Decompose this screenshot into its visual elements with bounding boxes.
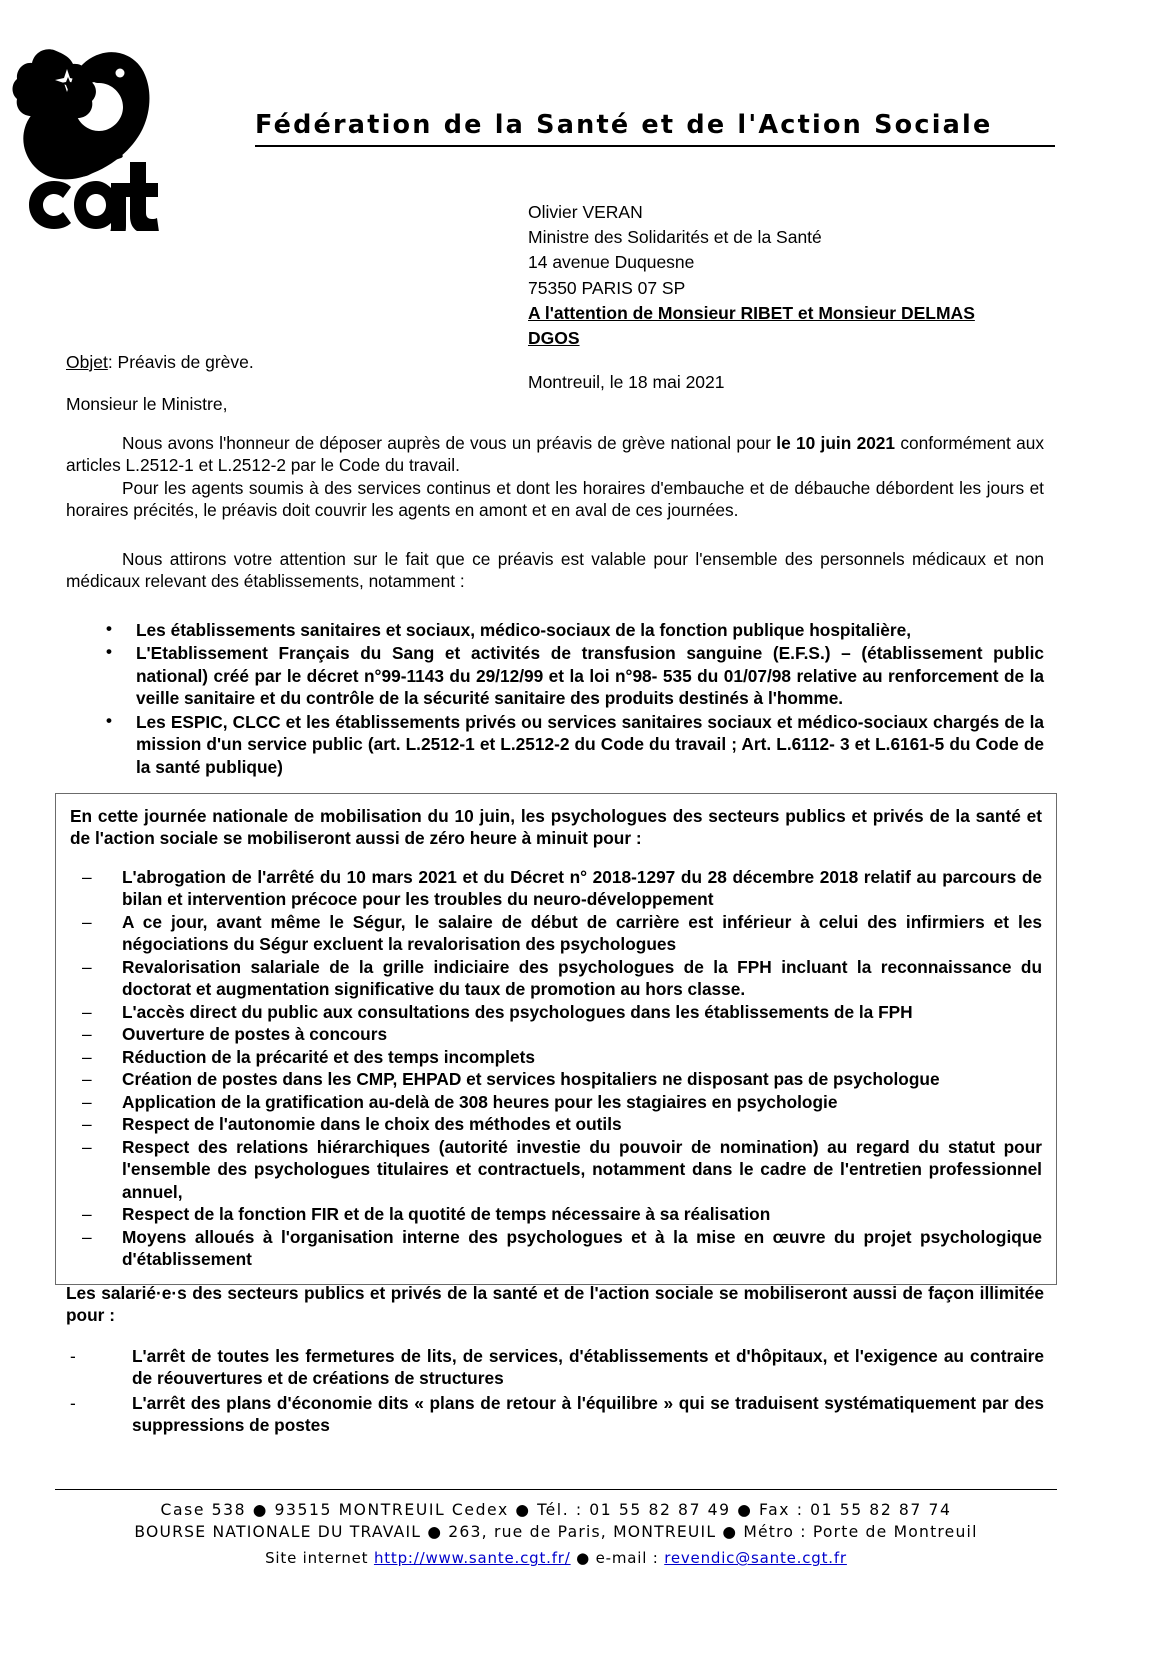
list-item: – Respect des relations hiérarchiques (autorité investie du pouvoir de nomination) au regard du statut pour l'ensemble des psychologues titulaires et contractuels, notamment dans le cadre de l'entretien professionnel annuel,	[70, 1136, 1042, 1203]
subject-label: Objet	[66, 352, 108, 372]
psychologists-demands-box	[55, 793, 1057, 1285]
recipient-street: 14 avenue Duquesne	[528, 252, 695, 273]
subject-line	[66, 352, 254, 373]
subject-value: : Préavis de grève.	[107, 352, 254, 372]
list-item: - L'arrêt de toutes les fermetures de lits, de services, d'établissements et d'hôpitaux, et l'exigence au contraire de réouvertures et de créations de structures	[66, 1345, 1044, 1390]
list-item: – L'accès direct du public aux consultations des psychologues dans les établissements de la FPH	[70, 1001, 1042, 1023]
recipient-city: 75350 PARIS 07 SP	[528, 277, 686, 298]
closing-lead-text: Les salarié·e·s des secteurs publics et privés de la santé et de l'action sociale se mobiliseront aussi de façon illimitée pour :	[66, 1283, 1044, 1326]
list-item: – Respect de l'autonomie dans le choix des méthodes et outils	[70, 1113, 1042, 1135]
list-item: – A ce jour, avant même le Ségur, le salaire de début de carrière est inférieur à celui des infirmiers et les négociations du Ségur excluent la revalorisation des psychologues	[70, 911, 1042, 956]
list-item: • Les ESPIC, CLCC et les établissements privés ou services sanitaires sociaux et médico-sociaux chargés de la mission d'un service public (art. L.2512-1 et L.2512-2 du Code du travail ; Art. L.6112- 3 et L.6161-5 du Code de la santé publique)	[66, 711, 1044, 778]
email-link[interactable]: revendic@sante.cgt.fr	[664, 1549, 847, 1568]
list-item: – Application de la gratification au-delà de 308 heures pour les stagiaires en psychologie	[70, 1091, 1042, 1113]
date-line: Montreuil, le 18 mai 2021	[528, 372, 725, 392]
box-intro-text: En cette journée nationale de mobilisation du 10 juin, les psychologues des secteurs publics et privés de la santé et de l'action sociale se mobiliseront aussi de zéro heure à minuit pour :	[70, 806, 1042, 849]
email-label: ● e-mail :	[570, 1549, 665, 1568]
list-item: - L'arrêt des plans d'économie dits « plans de retour à l'équilibre » qui se traduisent systématiquement par des suppressions de postes	[66, 1392, 1044, 1437]
document-header	[0, 0, 1170, 190]
list-item: – Revalorisation salariale de la grille indiciaire des psychologues de la FPH incluant la reconnaissance du doctorat et augmentation significative du taux de promotion au hors classe.	[70, 956, 1042, 1001]
paragraph-scope: Nous attirons votre attention sur le fait que ce préavis est valable pour l'ensemble des personnels médicaux et non médicaux relevant des établissements, notamment :	[66, 548, 1044, 592]
footer-address-line: BOURSE NATIONALE DU TRAVAIL ● 263, rue de Paris, MONTREUIL ● Métro : Porte de Montreuil	[134, 1523, 978, 1542]
establishments-list	[66, 619, 1044, 778]
document-footer	[55, 1489, 1057, 1570]
salutation: Monsieur le Ministre,	[66, 394, 228, 414]
cgt-dove-logo	[8, 26, 178, 231]
list-item: • L'Etablissement Français du Sang et activités de transfusion sanguine (E.F.S.) – (établissement public national) créé par le décret n°99-1143 du 29/12/99 et la loi n°98- 535 du 01/07/98 relative au renforcement de la veille sanitaire et du contrôle de la sécurité sanitaire des produits destinés à l'homme.	[66, 642, 1044, 709]
page-title: Fédération de la Santé et de l'Action Sociale	[255, 110, 1055, 147]
paragraph-notice-part2: conformément aux articles L.2512-1 et L.2512-2 par le Code du travail.	[66, 433, 1044, 476]
recipient-role: Ministre des Solidarités et de la Santé	[528, 227, 822, 248]
paragraph-notice-part1: Nous avons l'honneur de déposer auprès de vous un préavis de grève national pour	[122, 433, 777, 453]
attention-line: A l'attention de Monsieur RIBET et Monsieur DELMAS	[528, 302, 975, 323]
paragraph-continuous-services: Pour les agents soumis à des services continus et dont les horaires d'embauche et de débauche débordent les jours et horaires précités, le préavis doit couvrir les agents en amont et en aval de ces journées.	[66, 477, 1044, 521]
site-label: Site internet	[265, 1549, 374, 1568]
department-line: DGOS	[528, 327, 580, 348]
list-item: • Les établissements sanitaires et sociaux, médico-sociaux de la fonction publique hospitalière,	[66, 619, 1044, 641]
footer-contact-line: Case 538 ● 93515 MONTREUIL Cedex ● Tél. : 01 55 82 87 49 ● Fax : 01 55 82 87 74	[160, 1501, 952, 1519]
list-item: – L'abrogation de l'arrêté du 10 mars 2021 et du Décret n° 2018-1297 du 28 décembre 2018 relatif au parcours de bilan et intervention précoce pour les troubles du neuro-développement	[70, 866, 1042, 911]
letter-body	[66, 432, 1044, 779]
list-item: – Moyens alloués à l'organisation interne des psychologues et à la mise en œuvre du projet psychologique d'établissement	[70, 1226, 1042, 1271]
demands-list	[70, 866, 1042, 1271]
list-item: – Réduction de la précarité et des temps incomplets	[70, 1046, 1042, 1068]
general-mobilisation-section	[66, 1282, 1044, 1439]
recipient-address-block	[528, 200, 975, 351]
recipient-name: Olivier VERAN	[528, 202, 643, 222]
list-item: – Respect de la fonction FIR et de la quotité de temps nécessaire à sa réalisation	[70, 1203, 1042, 1225]
footer-links-line	[55, 1548, 1057, 1569]
closing-demands-list	[66, 1345, 1044, 1437]
strike-date: le 10 juin 2021	[776, 433, 896, 453]
website-link[interactable]: http://www.sante.cgt.fr/	[373, 1549, 571, 1568]
list-item: – Ouverture de postes à concours	[70, 1023, 1042, 1045]
list-item: – Création de postes dans les CMP, EHPAD et services hospitaliers ne disposant pas de psychologue	[70, 1068, 1042, 1090]
paragraph-notice	[66, 432, 1044, 477]
